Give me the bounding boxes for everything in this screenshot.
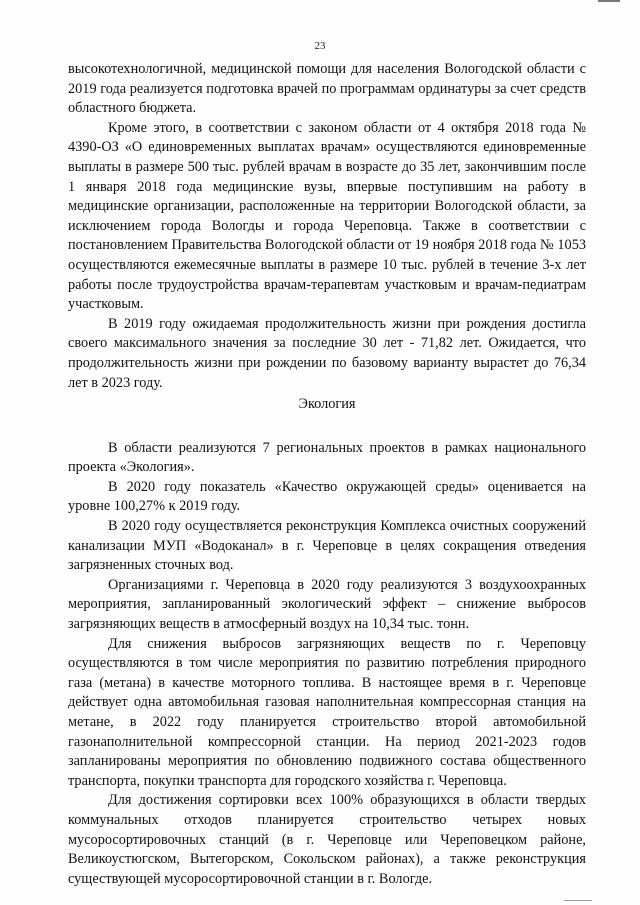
scan-edge-mark-bottom xyxy=(564,900,592,903)
paragraph-environment-quality: В 2020 году показатель «Качество окружающей среды» оценивается на уровне 100,27% к 2019 году. xyxy=(68,478,586,515)
scan-edge-mark xyxy=(598,0,620,4)
paragraph-regional-projects: В области реализуются 7 региональных проектов в рамках национального проекта «Экология». xyxy=(68,439,586,476)
paragraph-air-protection: Организациями г. Череповца в 2020 году реализуются 3 воздухоохранных мероприятия, запланированный экологический эффект – снижение выбросов загрязняющих веществ в атмосферный воздух на 10,34 тыс. тонн. xyxy=(68,576,586,633)
document-body xyxy=(68,60,586,889)
paragraph-doctor-payments: Кроме этого, в соответствии с законом области от 4 октября 2018 года № 4390-ОЗ «О единовременных выплатах врачам» осуществляются единовременные выплаты в размере 500 тыс. рублей врачам в возрасте до 35 лет, закончившим после 1 января 2018 года медицинские вузы, впервые поступившим на работу в медицинские организации, расположенные на территории Вологодской области, за исключением города Вологды и города Череповца. Также в соответствии с постановлением Правительства Вологодской области от 19 ноября 2018 года № 1053 осуществляются ежемесячные выплаты в размере 10 тыс. рублей в течение 3-х лет работы после трудоустройства врачам-терапевтам участковым и врачам-педиатрам участковым. xyxy=(68,119,586,313)
paragraph-waste-sorting: Для достижения сортировки всех 100% образующихся в области твердых коммунальных отходов планируется строительство четырех новых мусоросортировочных станций (в г. Череповце или Череповецком районе, Великоустюгском, Вытегорском, Сокольском районах), а также реконструкция существующей мусоросортировочной станции в г. Вологде. xyxy=(68,792,586,887)
page-number: 23 xyxy=(314,40,326,52)
paragraph-methane-fuel: Для снижения выбросов загрязняющих веществ по г. Череповцу осуществляются в том числе мероприятия по развитию потребления природного газа (метана) в качестве моторного топлива. В настоящее время в г. Череповце действует одна автомобильная газовая наполнительная компрессорная станция на метане, в 2022 году планируется строительство второй автомобильной газонаполнительной компрессорной станции. На период 2021-2023 годов запланированы мероприятия по обновлению подвижного состава общественного транспорта, покупки транспорта для городского хозяйства г. Череповца. xyxy=(68,635,586,789)
paragraph-healthcare-continued: высокотехнологичной, медицинской помощи для населения Вологодской области с 2019 года реализуется подготовка врачей по программам ординатуры за счет средств областного бюджета. xyxy=(68,61,586,117)
paragraph-sewage-reconstruction: В 2020 году осуществляется реконструкция Комплекса очистных сооружений канализации МУП «Водоканал» в г. Череповце в целях сокращения отведения загрязненных сточных вод. xyxy=(68,518,586,574)
section-title-ecology: Экология xyxy=(298,396,356,413)
paragraph-life-expectancy: В 2019 году ожидаемая продолжительность жизни при рождения достигла своего максимального значения за последние 30 лет - 71,82 лет. Ожидается, что продолжительность жизни при рождении по базовому варианту вырастет до 76,34 лет в 2023 году. xyxy=(68,315,586,391)
